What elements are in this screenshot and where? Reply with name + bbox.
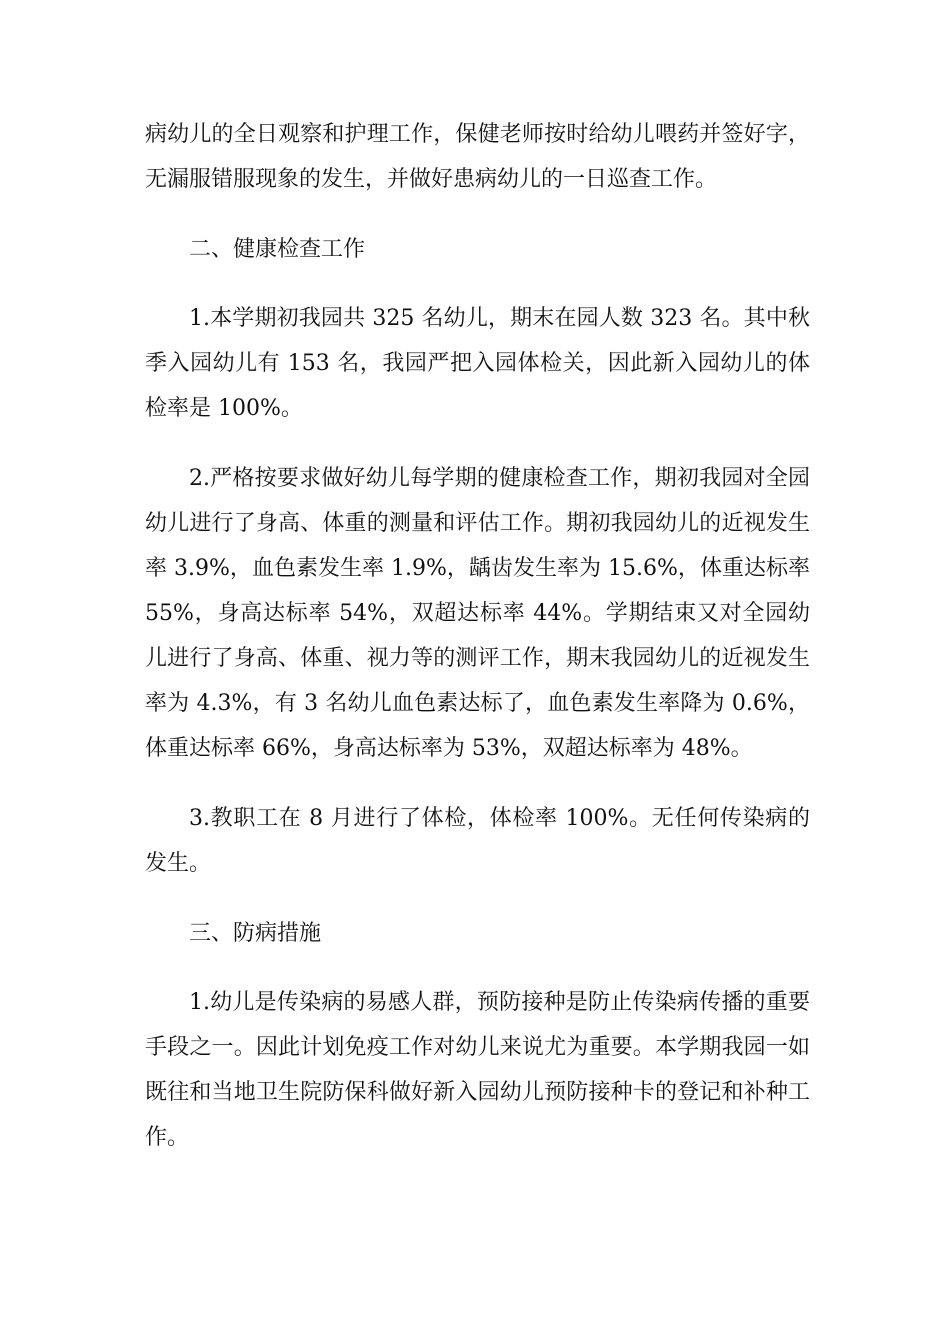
document-body <box>145 112 810 1160</box>
section-heading-prevention: 三、防病措施 <box>189 921 322 946</box>
paragraph-continued-care: 病幼儿的全日观察和护理工作，保健老师按时给幼儿喂药并签好字，无漏服错服现象的发生，并做好患病幼儿的一日巡查工作。 <box>145 122 810 192</box>
paragraph-staff-checkup: 3.教职工在 8 月进行了体检，体检率 100%。无任何传染病的发生。 <box>145 806 810 876</box>
paragraph-health-stats: 2.严格按要求做好幼儿每学期的健康检查工作，期初我园对全园幼儿进行了身高、体重的测量和评估工作。期初我园幼儿的近视发生率 3.9%，血色素发生率 1.9%，龋齿发生率为 15.6%，体重达标率 55%，身高达标率 54%，双超达标率 44%。学期结束又对全园幼儿进行了身高、体重、视力等的测评工作，期末我园幼儿的近视发生率为 4.3%，有 3 名幼儿血色素达标了，血色素发生率降为 0.6%，体重达标率 66%，身高达标率为 53%，双超达标率为 48%。 <box>145 466 810 761</box>
section-heading-health-check: 二、健康检查工作 <box>189 237 366 262</box>
paragraph-vaccination: 1.幼儿是传染病的易感人群，预防接种是防止传染病传播的重要手段之一。因此计划免疫工作对幼儿来说尤为重要。本学期我园一如既往和当地卫生院防保科做好新入园幼儿预防接种卡的登记和补种工作。 <box>145 990 810 1150</box>
paragraph-enrollment: 1.本学期初我园共 325 名幼儿，期末在园人数 323 名。其中秋季入园幼儿有 153 名，我园严把入园体检关，因此新入园幼儿的体检率是 100%。 <box>145 306 810 421</box>
